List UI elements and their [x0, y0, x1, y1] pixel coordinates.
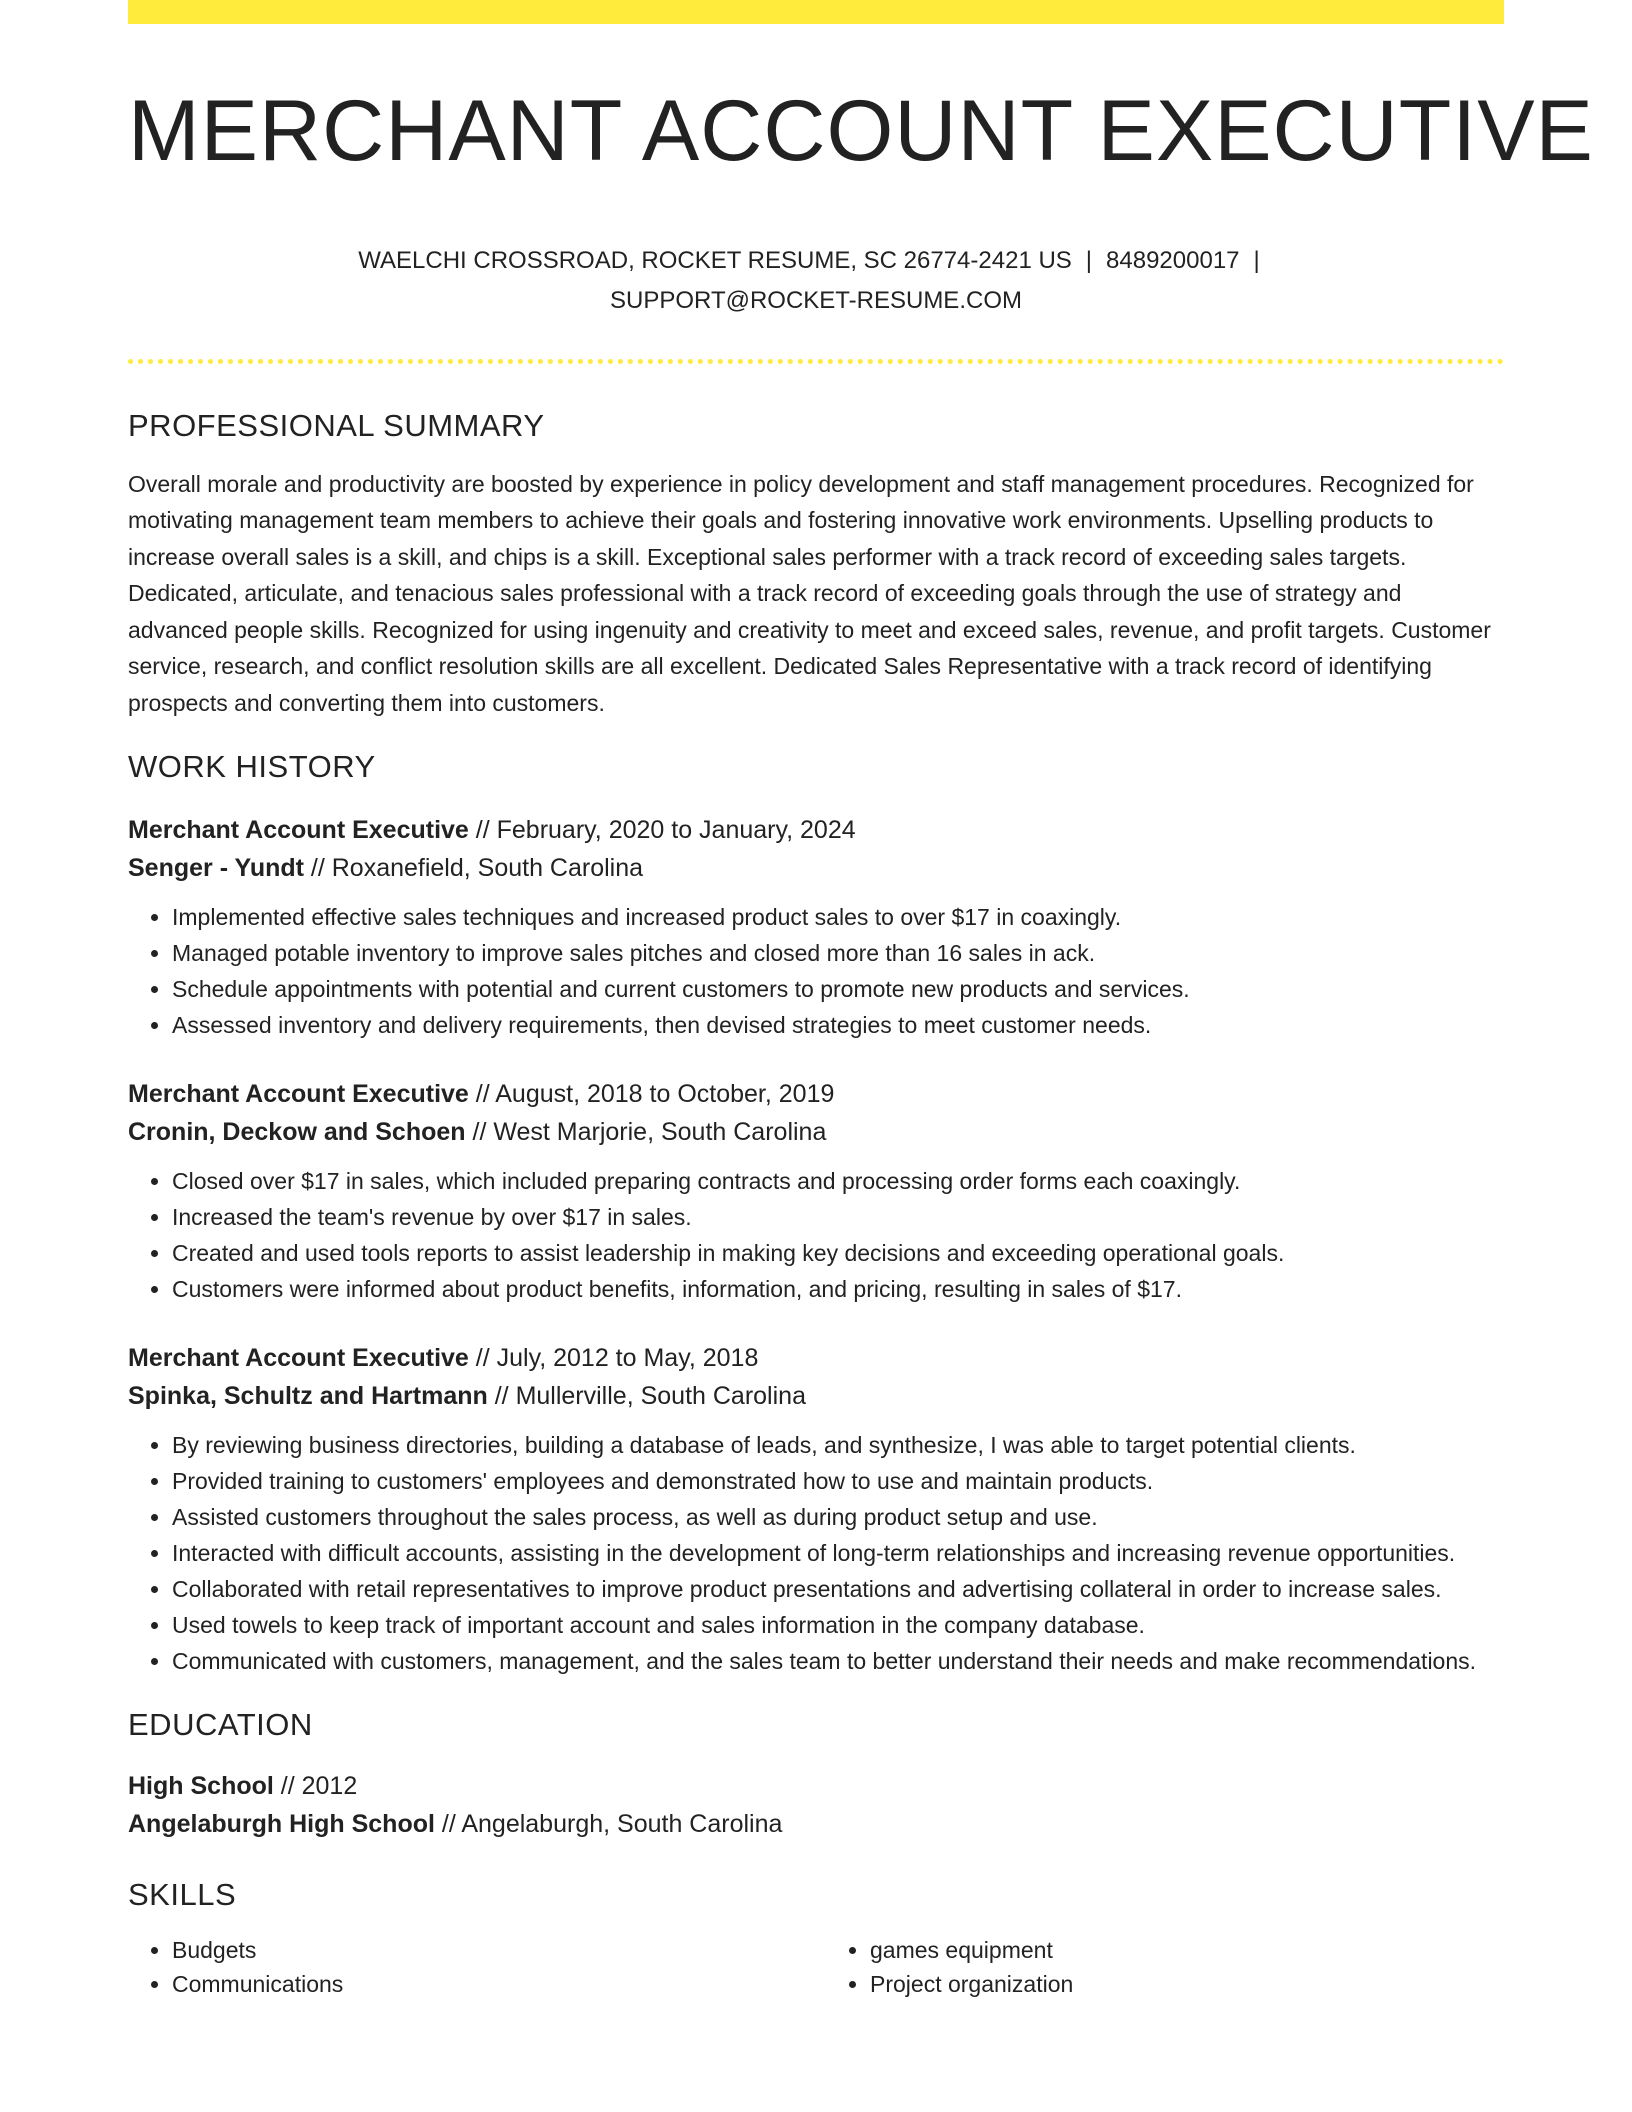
- job-bullets: [128, 1427, 1504, 1679]
- separator: |: [1085, 246, 1093, 274]
- education-degree-line: [128, 1767, 1504, 1805]
- job-company-line: [128, 1377, 1504, 1415]
- job-role-line: [128, 811, 1504, 849]
- job-company-line: [128, 849, 1504, 887]
- skills-column-left: [128, 1933, 806, 2001]
- contact-line-1: [128, 241, 1504, 281]
- education-degree: High School: [128, 1772, 274, 1801]
- list-item: • Collaborated with retail representatives to improve product presentations and advertising collateral in order to increase sales.: [172, 1571, 1504, 1607]
- job-entry: [128, 1339, 1504, 1679]
- education-school: Angelaburgh High School: [128, 1810, 435, 1839]
- job-company: Senger - Yundt: [128, 854, 304, 883]
- skill-item: • Budgets: [172, 1933, 806, 1967]
- summary-heading: PROFESSIONAL SUMMARY: [128, 407, 545, 443]
- education-entry: [128, 1767, 1504, 1843]
- skills-heading: SKILLS: [128, 1877, 237, 1913]
- list-item: • Implemented effective sales techniques and increased product sales to over $17 in coaxingly.: [172, 899, 1504, 935]
- education-location: // Angelaburgh, South Carolina: [434, 1810, 783, 1839]
- education-heading: EDUCATION: [128, 1707, 313, 1743]
- skill-item: • Project organization: [870, 1967, 1504, 2001]
- job-bullets: [128, 1163, 1504, 1307]
- top-accent-bar: [128, 0, 1504, 24]
- phone: 8489200017: [1106, 246, 1240, 274]
- address: WAELCHI CROSSROAD, ROCKET RESUME, SC 26774-2421 US: [358, 246, 1072, 274]
- job-company-line: [128, 1113, 1504, 1151]
- skills-column-right: [826, 1933, 1504, 2001]
- job-role-line: [128, 1075, 1504, 1113]
- list-item: • Provided training to customers' employees and demonstrated how to use and maintain products.: [172, 1463, 1504, 1499]
- job-role: Merchant Account Executive: [128, 1080, 469, 1109]
- list-item: • Customers were informed about product benefits, information, and pricing, resulting in sales of $17.: [172, 1271, 1504, 1307]
- list-item: • Assisted customers throughout the sales process, as well as during product setup and use.: [172, 1499, 1504, 1535]
- dotted-divider: [128, 359, 1504, 364]
- job-company: Cronin, Deckow and Schoen: [128, 1118, 466, 1147]
- job-company: Spinka, Schultz and Hartmann: [128, 1382, 488, 1411]
- job-bullets: [128, 899, 1504, 1043]
- email: SUPPORT@ROCKET-RESUME.COM: [610, 286, 1022, 314]
- resume-title: MERCHANT ACCOUNT EXECUTIVE: [128, 83, 1594, 179]
- work-history-heading: WORK HISTORY: [128, 749, 376, 785]
- job-role: Merchant Account Executive: [128, 1344, 469, 1373]
- job-location: // Roxanefield, South Carolina: [303, 854, 644, 883]
- summary-text: Overall morale and productivity are boosted by experience in policy development and staff management procedures. Recognized for motivating management team members to achieve their goals and fostering innovative work environments. Upselling products to increase overall sales is a skill, and chips is a skill. Exceptional sales performer with a track record of exceeding sales targets. Dedicated, articulate, and tenacious sales professional with a track record of exceeding goals through the use of strategy and advanced people skills. Recognized for using ingenuity and creativity to meet and exceed sales, revenue, and profit targets. Customer service, research, and conflict resolution skills are all excellent. Dedicated Sales Representative with a track record of identifying prospects and converting them into customers.: [128, 470, 1491, 716]
- education-year: // 2012: [273, 1772, 358, 1801]
- list-item: • Assessed inventory and delivery requirements, then devised strategies to meet customer needs.: [172, 1007, 1504, 1043]
- job-dates: // July, 2012 to May, 2018: [468, 1344, 759, 1373]
- list-item: • Communicated with customers, management, and the sales team to better understand their needs and make recommendations.: [172, 1643, 1504, 1679]
- resume-page: [128, 0, 1594, 2001]
- separator: |: [1253, 246, 1260, 274]
- job-role: Merchant Account Executive: [128, 816, 469, 845]
- list-item: • Used towels to keep track of important account and sales information in the company database.: [172, 1607, 1504, 1643]
- job-entry: [128, 1075, 1504, 1307]
- list-item: • Created and used tools reports to assist leadership in making key decisions and exceeding operational goals.: [172, 1235, 1504, 1271]
- list-item: • Interacted with difficult accounts, assisting in the development of long-term relationships and increasing revenue opportunities.: [172, 1535, 1504, 1571]
- list-item: • Closed over $17 in sales, which included preparing contracts and processing order forms each coaxingly.: [172, 1163, 1504, 1199]
- skill-item: • games equipment: [870, 1933, 1504, 1967]
- list-item: • Schedule appointments with potential and current customers to promote new products and services.: [172, 971, 1504, 1007]
- education-school-line: [128, 1805, 1504, 1843]
- job-entry: [128, 811, 1504, 1043]
- contact-info: [128, 241, 1504, 321]
- list-item: • By reviewing business directories, building a database of leads, and synthesize, I was able to target potential clients.: [172, 1427, 1504, 1463]
- job-role-line: [128, 1339, 1504, 1377]
- skills-list: [128, 1933, 1504, 2001]
- skill-item: • Communications: [172, 1967, 806, 2001]
- job-dates: // August, 2018 to October, 2019: [468, 1080, 835, 1109]
- list-item: • Managed potable inventory to improve sales pitches and closed more than 16 sales in ack.: [172, 935, 1504, 971]
- job-dates: // February, 2020 to January, 2024: [468, 816, 856, 845]
- contact-line-2: [128, 281, 1504, 321]
- job-location: // Mullerville, South Carolina: [487, 1382, 806, 1411]
- job-location: // West Marjorie, South Carolina: [465, 1118, 827, 1147]
- list-item: • Increased the team's revenue by over $17 in sales.: [172, 1199, 1504, 1235]
